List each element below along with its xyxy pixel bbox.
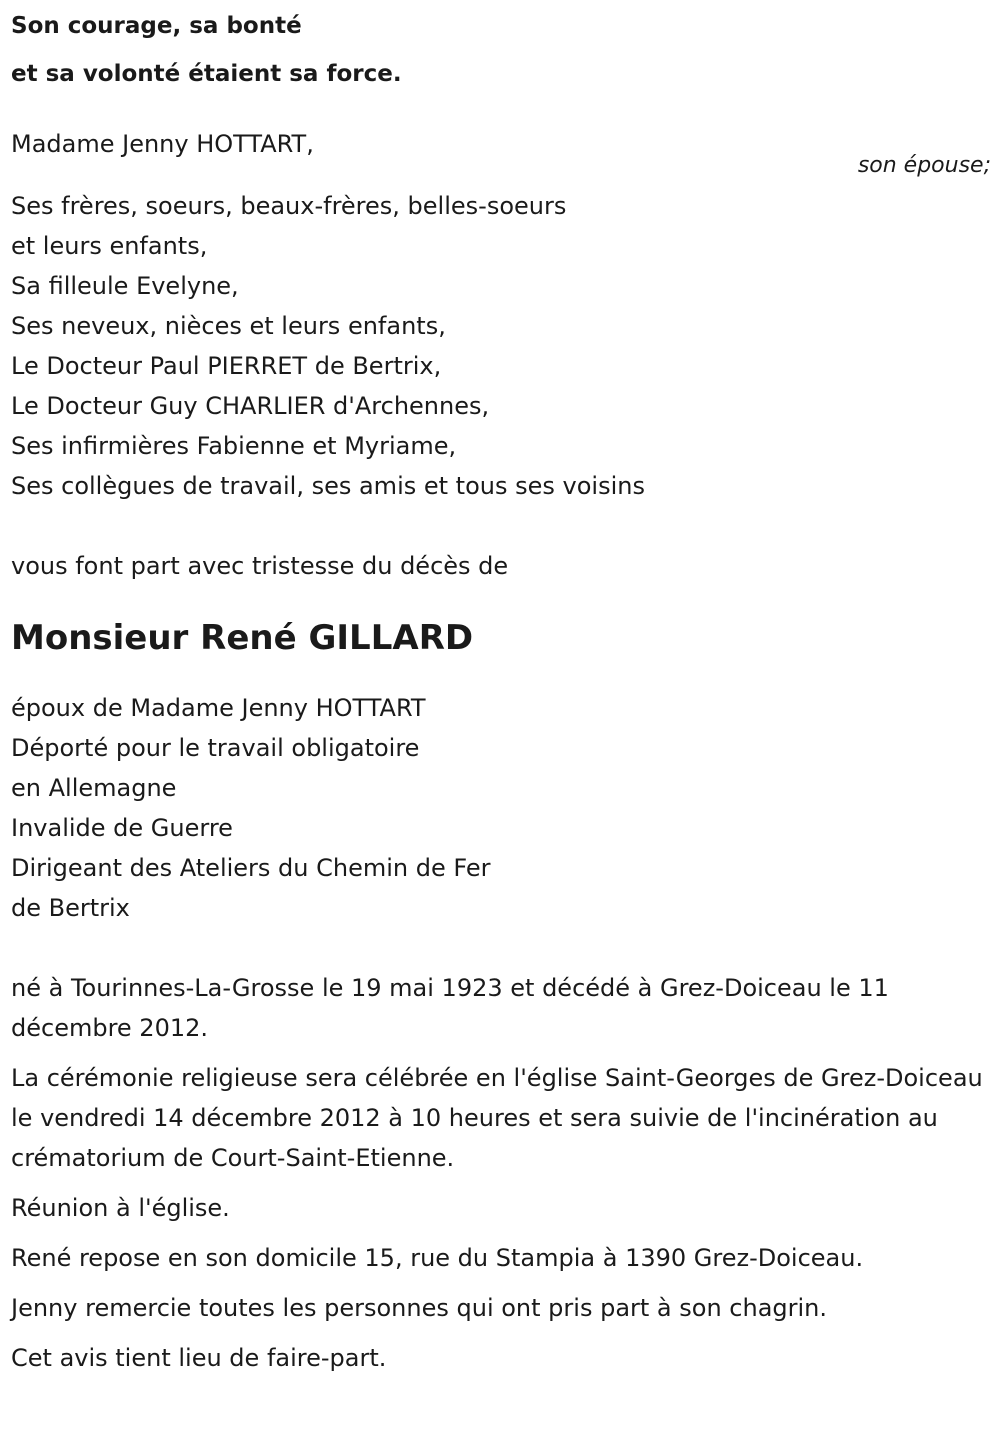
family-line: et leurs enfants, xyxy=(11,232,208,260)
rest-paragraph: René repose en son domicile 15, rue du Stampia à 1390 Grez-Doiceau. xyxy=(11,1244,864,1272)
spouse-entry xyxy=(11,124,991,186)
announcement: vous font part avec tristesse du décès de xyxy=(11,552,509,580)
motto xyxy=(11,2,991,98)
family-line: Ses infirmières Fabienne et Myriame, xyxy=(11,432,457,460)
family-line: Ses frères, soeurs, beaux-frères, belles-soeurs xyxy=(11,192,567,220)
motto-line-2: et sa volonté étaient sa force. xyxy=(11,61,402,87)
family-line: Ses neveux, nièces et leurs enfants, xyxy=(11,312,446,340)
motto-line-1: Son courage, sa bonté xyxy=(11,13,302,39)
meeting-paragraph: Réunion à l'église. xyxy=(11,1194,230,1222)
family-line: Sa filleule Evelyne, xyxy=(11,272,239,300)
obituary-notice xyxy=(11,0,991,1378)
family-list xyxy=(11,186,991,506)
spouse-role: son épouse; xyxy=(857,153,991,178)
deceased-name: Monsieur René GILLARD xyxy=(11,618,474,658)
birth-death-paragraph: né à Tourinnes-La-Grosse le 19 mai 1923 et décédé à Grez-Doiceau le 11 décembre 2012. xyxy=(11,974,889,1042)
notice-paragraph: Cet avis tient lieu de faire-part. xyxy=(11,1344,387,1372)
thanks-paragraph: Jenny remercie toutes les personnes qui ont pris part à son chagrin. xyxy=(11,1294,828,1322)
ceremony-paragraph: La cérémonie religieuse sera célébrée en l'église Saint-Georges de Grez-Doiceau le vendredi 14 décembre 2012 à 10 heures et sera suivie de l'incinération au crématorium de Court-Saint-Etienne. xyxy=(11,1064,983,1172)
title-line: Invalide de Guerre xyxy=(11,814,233,842)
title-line: Déporté pour le travail obligatoire xyxy=(11,734,420,762)
title-line: de Bertrix xyxy=(11,894,130,922)
family-line: Ses collègues de travail, ses amis et tous ses voisins xyxy=(11,472,645,500)
family-line: Le Docteur Guy CHARLIER d'Archennes, xyxy=(11,392,490,420)
spouse-name: Madame Jenny HOTTART, xyxy=(11,130,314,158)
title-line: époux de Madame Jenny HOTTART xyxy=(11,694,426,722)
family-line: Le Docteur Paul PIERRET de Bertrix, xyxy=(11,352,442,380)
deceased-titles xyxy=(11,688,991,928)
title-line: en Allemagne xyxy=(11,774,177,802)
title-line: Dirigeant des Ateliers du Chemin de Fer xyxy=(11,854,491,882)
